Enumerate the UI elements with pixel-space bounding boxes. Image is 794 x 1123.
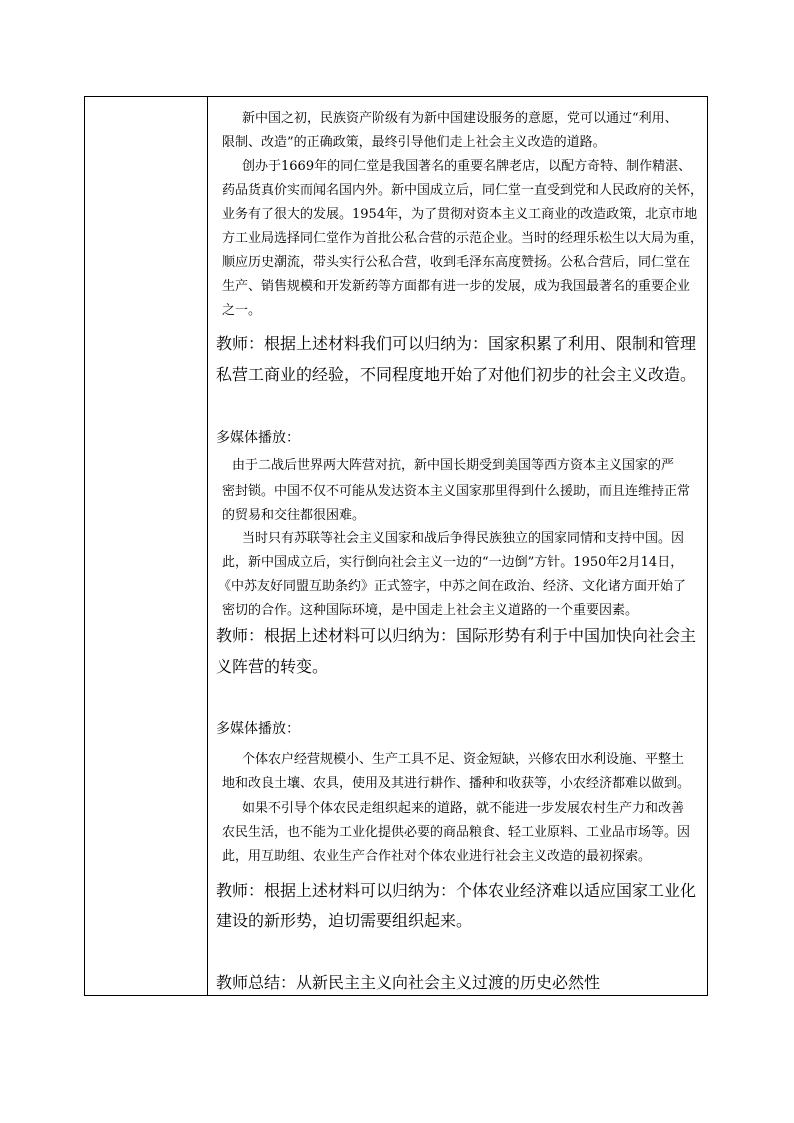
content-cell <box>208 97 707 995</box>
material-line: 密封锁。中国不仅不可能从发达资本主义国家那里得到什么援助，而且连维持正常 <box>222 484 691 499</box>
material-line: 密切的合作。这种国际环境，是中国走上社会主义道路的一个重要因素。 <box>222 603 639 618</box>
teacher-summary: 教师总结：从新民主主义向社会主义过渡的历史必然性 <box>216 973 601 992</box>
material-line: 创办于1669年的同仁堂是我国著名的重要名牌老店，以配方奇特、制作精湛、 <box>242 159 692 174</box>
material-line: 个体农户经营规模小、生产工具不足、资金短缺，兴修农田水利设施、平整土 <box>242 752 685 767</box>
material-line: 业务有了很大的发展。1954年，为了贯彻对资本主义工商业的改造政策，北京市地 <box>222 207 698 222</box>
material-line: 《中苏友好同盟互助条约》正式签字，中苏之间在政治、经济、文化诸方面开始了 <box>218 579 687 594</box>
material-line: 如果不引导个体农民走组织起来的道路，就不能进一步发展农村生产力和改善 <box>242 801 685 816</box>
lesson-table <box>84 96 708 996</box>
material-line: 新中国之初，民族资产阶级有为新中国建设服务的意愿，党可以通过“利用、 <box>242 111 678 126</box>
material-line: 地和改良土壤、农具，使用及其进行耕作、播种和收获等，小农经济都难以做到。 <box>222 776 691 791</box>
material-line: 方工业局选择同仁堂作为首批公私合营的示范企业。当时的经理乐松生以大局为重， <box>222 231 704 246</box>
material-line: 顺应历史潮流，带头实行公私合营，收到毛泽东高度赞扬。公私合营后，同仁堂在 <box>222 255 691 270</box>
material-line: 药品货真价实而闻名国内外。新中国成立后，同仁堂一直受到党和人民政府的关怀， <box>222 183 704 198</box>
material-line: 生产、销售规模和开发新药等方面都有进一步的发展，成为我国最著名的重要企业 <box>222 279 691 294</box>
teacher-line: 建设的新形势，迫切需要组织起来。 <box>216 911 473 930</box>
material-line: 此，新中国成立后，实行倒向社会主义一边的“一边倒”方针。1950年2月14日， <box>222 555 684 570</box>
teacher-line: 教师：根据上述材料我们可以归纳为：国家积累了利用、限制和管理 <box>216 334 697 353</box>
teacher-line: 义阵营的转变。 <box>216 657 329 676</box>
teacher-line: 教师：根据上述材料可以归纳为：个体农业经济难以适应国家工业化 <box>216 881 697 900</box>
material-line: 限制、改造”的正确政策，最终引导他们走上社会主义改造的道路。 <box>222 135 606 150</box>
material-line: 农民生活，也不能为工业化提供必要的商品粮食、轻工业原料、工业品市场等。因 <box>222 825 691 840</box>
teacher-line: 教师：根据上述材料可以归纳为：国际形势有利于中国加快向社会主 <box>216 626 697 645</box>
multimedia-heading: 多媒体播放： <box>216 430 300 446</box>
multimedia-heading: 多媒体播放： <box>216 721 300 737</box>
teacher-line: 私营工商业的经验，不同程度地开始了对他们初步的社会主义改造。 <box>216 365 697 384</box>
material-line: 当时只有苏联等社会主义国家和战后争得民族独立的国家同情和支持中国。因 <box>242 531 685 546</box>
material-line: 由于二战后世界两大阵营对抗，新中国长期受到美国等西方资本主义国家的严 <box>232 458 675 473</box>
material-line: 此，用互助组、农业生产合作社对个体农业进行社会主义改造的最初探索。 <box>222 849 652 864</box>
material-line: 的贸易和交往都很困难。 <box>222 508 366 523</box>
material-line: 之一。 <box>222 303 262 318</box>
